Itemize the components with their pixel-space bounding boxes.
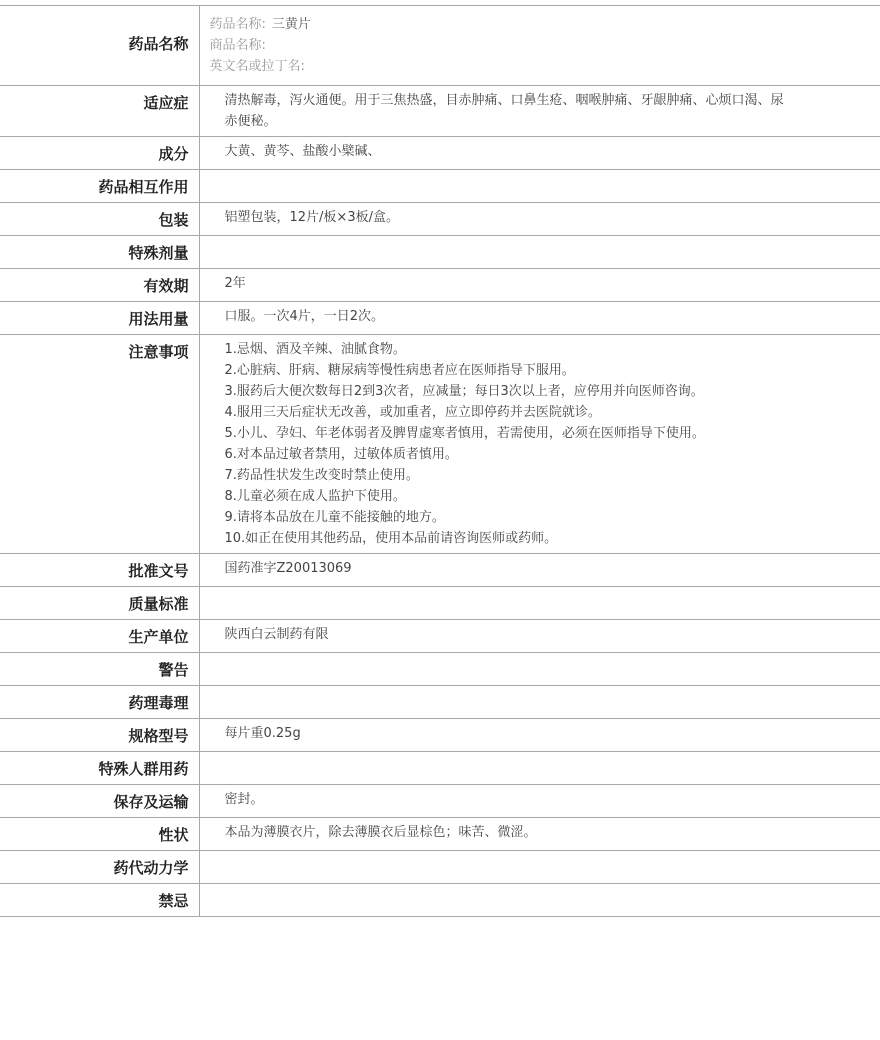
label-packaging: 包装 xyxy=(0,203,199,236)
label-shelf-life: 有效期 xyxy=(0,269,199,302)
value-special-population xyxy=(199,752,880,785)
value-ingredients: 大黄、黄芩、盐酸小檗碱、 xyxy=(199,137,880,170)
label-usage: 用法用量 xyxy=(0,302,199,335)
value-pharmacokinetics xyxy=(199,851,880,884)
notes-item: 1.忌烟、酒及辛辣、油腻食物。 xyxy=(224,342,406,357)
drug-spec-table xyxy=(0,5,880,917)
value-notes xyxy=(199,335,880,554)
notes-item: 3.服药后大便次数每日2到3次者，应减量；每日3次以上者，应停用并向医师咨询。 xyxy=(224,384,704,399)
value-usage: 口服。一次4片，一日2次。 xyxy=(199,302,880,335)
row-contraindications xyxy=(0,884,880,917)
value-description: 本品为薄膜衣片，除去薄膜衣后显棕色；味苦、微涩。 xyxy=(199,818,880,851)
label-special-dosage: 特殊剂量 xyxy=(0,236,199,269)
row-approval-number xyxy=(0,554,880,587)
label-contraindications: 禁忌 xyxy=(0,884,199,917)
label-manufacturer: 生产单位 xyxy=(0,620,199,653)
row-manufacturer xyxy=(0,620,880,653)
notes-item: 4.服用三天后症状无改善，或加重者，应立即停药并去医院就诊。 xyxy=(224,405,601,420)
label-warning: 警告 xyxy=(0,653,199,686)
value-pharmacology xyxy=(199,686,880,719)
notes-item: 9.请将本品放在儿童不能接触的地方。 xyxy=(224,510,445,525)
notes-item: 8.儿童必须在成人监护下使用。 xyxy=(224,489,406,504)
row-pharmacology xyxy=(0,686,880,719)
label-quality-standard: 质量标准 xyxy=(0,587,199,620)
trade-name-line xyxy=(210,35,871,56)
row-ingredients xyxy=(0,137,880,170)
notes-list xyxy=(225,339,791,549)
label-pharmacokinetics: 药代动力学 xyxy=(0,851,199,884)
label-approval-number: 批准文号 xyxy=(0,554,199,587)
label-ingredients: 成分 xyxy=(0,137,199,170)
label-pharmacology: 药理毒理 xyxy=(0,686,199,719)
notes-item: 6.对本品过敏者禁用，过敏体质者慎用。 xyxy=(224,447,458,462)
row-interactions xyxy=(0,170,880,203)
value-packaging: 铝塑包装，12片/板×3板/盒。 xyxy=(199,203,880,236)
row-indication xyxy=(0,86,880,137)
row-description xyxy=(0,818,880,851)
row-pharmacokinetics xyxy=(0,851,880,884)
value-warning xyxy=(199,653,880,686)
label-indication: 适应症 xyxy=(0,86,199,137)
row-usage xyxy=(0,302,880,335)
value-interactions xyxy=(199,170,880,203)
label-description: 性状 xyxy=(0,818,199,851)
value-special-dosage xyxy=(199,236,880,269)
value-specification: 每片重0.25g xyxy=(199,719,880,752)
row-specification xyxy=(0,719,880,752)
value-quality-standard xyxy=(199,587,880,620)
label-interactions: 药品相互作用 xyxy=(0,170,199,203)
value-contraindications xyxy=(199,884,880,917)
row-special-dosage xyxy=(0,236,880,269)
trade-name-label: 商品名称: xyxy=(209,38,266,53)
generic-name-value: 三黄片 xyxy=(271,17,311,32)
value-storage: 密封。 xyxy=(199,785,880,818)
row-storage xyxy=(0,785,880,818)
value-shelf-life: 2年 xyxy=(199,269,880,302)
notes-item: 2.心脏病、肝病、糖尿病等慢性病患者应在医师指导下服用。 xyxy=(224,363,575,378)
label-special-population: 特殊人群用药 xyxy=(0,752,199,785)
label-drug-name: 药品名称 xyxy=(0,6,199,86)
row-drug-name xyxy=(0,6,880,86)
label-notes: 注意事项 xyxy=(0,335,199,554)
notes-item: 5.小儿、孕妇、年老体弱者及脾胃虚寒者慎用，若需使用，必须在医师指导下使用。 xyxy=(224,426,705,441)
label-specification: 规格型号 xyxy=(0,719,199,752)
row-notes xyxy=(0,335,880,554)
generic-name-line xyxy=(210,14,871,35)
row-special-population xyxy=(0,752,880,785)
row-warning xyxy=(0,653,880,686)
label-storage: 保存及运输 xyxy=(0,785,199,818)
value-drug-name-block xyxy=(199,6,880,86)
value-indication: 清热解毒，泻火通便。用于三焦热盛，目赤肿痛、口鼻生疮、咽喉肿痛、牙龈肿痛、心烦口渴、尿赤便秘。 xyxy=(199,86,880,137)
notes-item: 7.药品性状发生改变时禁止使用。 xyxy=(224,468,419,483)
row-quality-standard xyxy=(0,587,880,620)
english-name-label: 英文名或拉丁名: xyxy=(209,59,305,74)
row-shelf-life xyxy=(0,269,880,302)
generic-name-label: 药品名称: xyxy=(209,17,266,32)
notes-item: 10.如正在使用其他药品，使用本品前请咨询医师或药师。 xyxy=(224,531,558,546)
value-manufacturer: 陕西白云制药有限 xyxy=(199,620,880,653)
english-name-line xyxy=(210,56,871,77)
row-packaging xyxy=(0,203,880,236)
value-approval-number: 国药准字Z20013069 xyxy=(199,554,880,587)
